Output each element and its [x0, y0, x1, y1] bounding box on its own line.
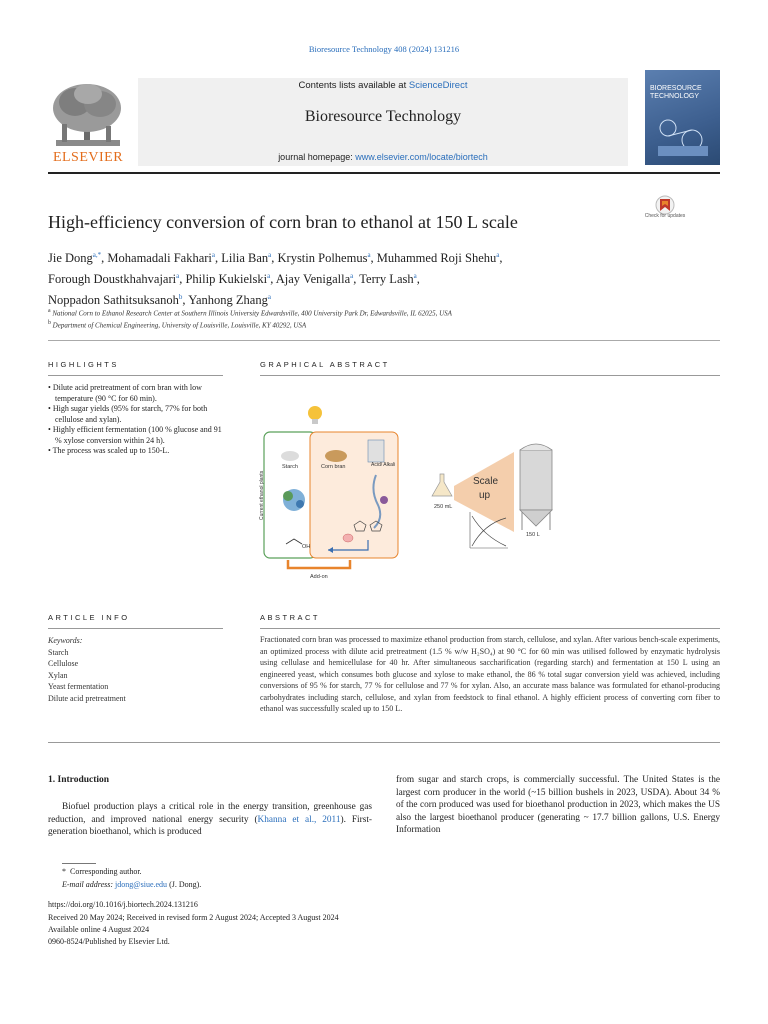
oh-label: OH	[302, 544, 311, 550]
keyword: Xylan	[48, 670, 68, 680]
author[interactable]: Ajay Venigalla$^a$	[275, 272, 354, 287]
highlights-heading: HIGHLIGHTS	[48, 360, 119, 369]
fermenter-tank-icon	[520, 444, 552, 530]
citation-link[interactable]: Khanna et al., 2011	[257, 814, 341, 825]
acid-alkali-label: Acid/ Alkali	[371, 462, 396, 468]
highlights-rule	[48, 375, 223, 376]
author[interactable]: Jie Dong$^{a,*}$	[48, 251, 102, 266]
author-list: Jie Dong$^{a,*}$, Mohamadali Fakhari$^a$, Lilia Ban$^a$, Krystin Polhemus$^a$, Muhammed Roji Shehu$^a$, Forough Doustkhahvajari$^a$, Philip Kukielski$^a$, Ajay Venigalla$^a$, Terry Lash$^a$, Noppadon Sathitsuksanoh$^b$, Yanhong Zhang$^a$	[48, 251, 503, 308]
author[interactable]: Philip Kukielski$^a$	[185, 272, 271, 287]
check-updates-label[interactable]: Check for updates	[644, 213, 686, 219]
highlight-item: • The process was scaled up to 150-L.	[48, 446, 170, 455]
keyword: Dilute acid pretreatment	[48, 693, 126, 703]
check-updates-icon[interactable]	[650, 195, 680, 229]
article-title: High-efficiency conversion of corn bran to ethanol at 150 L scale	[48, 212, 518, 232]
highlight-item: • High sugar yields (95% for starch, 77% for both cellulose and xylan).	[48, 404, 208, 424]
journal-reference[interactable]: Bioresource Technology 408 (2024) 131216	[308, 44, 460, 54]
article-info-rule	[48, 628, 223, 629]
keywords-title: Keywords:	[48, 636, 83, 645]
add-on-arrow	[288, 560, 350, 568]
keyword: Starch	[48, 647, 69, 657]
ethanol-molecule-icon	[286, 539, 302, 544]
corresponding-author-note: * Corresponding author.	[62, 867, 142, 876]
email-note: E-mail address: jdong@siue.edu (J. Dong).	[62, 880, 202, 889]
cover-title	[650, 85, 716, 101]
yeast-cell-icon	[343, 534, 353, 542]
abstract-bottom-rule	[48, 742, 720, 743]
contents-prefix: Contents lists available at	[298, 80, 409, 91]
divider	[48, 340, 720, 341]
starch-pile-icon	[281, 451, 299, 461]
footnote-rule	[62, 863, 96, 864]
header-rule	[48, 172, 720, 174]
graphical-abstract-rule	[260, 375, 720, 376]
keyword: Cellulose	[48, 659, 79, 668]
tank-volume-label: 150 L	[526, 532, 540, 538]
author[interactable]: Noppadon Sathitsuksanoh$^b$	[48, 293, 183, 308]
affiliation-a: $^a$ National Corn to Ethanol Research Center at Southern Illinois University Edwardsville, 400 University Park Dr, Edwardsville, IL 62025, USA	[48, 308, 452, 318]
sciencedirect-link[interactable]: ScienceDirect	[408, 80, 468, 91]
affiliation-b: $^b$ Department of Chemical Engineering, University of Louisville, Louisville, KY 40292, USA	[48, 320, 307, 330]
keywords-block	[48, 635, 223, 704]
homepage-prefix: journal homepage:	[278, 152, 356, 162]
author[interactable]: Mohamadali Fakhari$^a$	[107, 251, 216, 266]
corn-bran-label: Corn bran	[321, 464, 346, 470]
highlight-item: • Highly efficient fermentation (100 % glucose and 91 % xylose conversion within 24 h).	[48, 425, 222, 445]
issn-line: 0960-8524/Published by Elsevier Ltd.	[48, 937, 170, 946]
starch-label: Starch	[282, 464, 298, 470]
doi-link[interactable]: https://doi.org/10.1016/j.biortech.2024.131216	[48, 900, 198, 909]
side-label: Current ethanol plants	[259, 470, 265, 520]
flask-volume-label: 250 mL	[434, 504, 453, 510]
scale-up-label-2: up	[479, 490, 491, 501]
abstract-heading: ABSTRACT	[260, 613, 321, 622]
homepage-line	[138, 152, 628, 162]
lightbulb-icon	[308, 406, 322, 420]
author[interactable]: Yanhong Zhang$^a$	[188, 293, 271, 308]
elsevier-tree-logo	[50, 80, 126, 148]
flask-icon	[432, 474, 452, 496]
corn-bran-box	[310, 432, 398, 558]
contents-line	[138, 80, 628, 91]
journal-name: Bioresource Technology	[304, 108, 462, 125]
author[interactable]: Forough Doustkhahvajari$^a$	[48, 272, 180, 287]
publisher-name: ELSEVIER	[52, 150, 124, 165]
author[interactable]: Terry Lash$^a$	[359, 272, 417, 287]
author[interactable]: Krystin Polhemus$^a$	[277, 251, 371, 266]
add-on-label: Add-on	[310, 574, 328, 580]
highlights-list	[48, 383, 223, 457]
introduction-left-column: Biofuel production plays a critical role in the energy transition, greenhouse gas reduction, and improved national energy security (Khanna et al., 2011). First-generation bioethanol, which is produced	[48, 802, 372, 837]
biomass-structure-icon	[368, 440, 384, 462]
keyword: Yeast fermentation	[48, 682, 109, 691]
article-info-heading: ARTICLE INFO	[48, 613, 130, 622]
cover-artwork	[652, 110, 714, 160]
author[interactable]: Lilia Ban$^a$	[221, 251, 272, 266]
abstract-text: Fractionated corn bran was processed to maximize ethanol production from starch, cellulose, and xylan. After various bench-scale experiments, an optimized process with dilute acid pretreatment (1.5 % w/w H₂SO₄) at 90 °C for 60 min was utilised followed by enzymatic hydrolysis using cellulase and hemicellulase for 40 hr. After simultaneous saccharification (regarding starch) and fermentation at 150 L using an engineered yeast, which consumes both glucose and xylose to make ethanol, the 86 % total sugar conversion yield was achieved, including conversions of 95 % for starch, 77 % for cellulose and 77 % for xylan. Also, an accurate mass balance was formulated for ethanol-producing carbohydrates including starch, cellulose, and xylan from feedstock to final ethanol. A highly efficient process of converting corn fiber to ethanol was successfully scaled up to 150 L.	[260, 635, 720, 713]
received-dates: Received 20 May 2024; Received in revised form 2 August 2024; Accepted 3 August 2024	[48, 913, 339, 922]
author[interactable]: Muhammed Roji Shehu$^a$	[376, 251, 500, 266]
highlight-item: • Dilute acid pretreatment of corn bran with low temperature (90 °C for 60 min).	[48, 383, 202, 403]
abstract-rule	[260, 628, 720, 629]
homepage-link[interactable]: www.elsevier.com/locate/biortech	[355, 152, 488, 162]
graphical-abstract-figure[interactable]	[258, 400, 568, 580]
cover-title-line1: BIORESOURCE	[650, 85, 702, 92]
scale-up-label-1: Scale	[473, 476, 499, 487]
graphical-abstract-heading: GRAPHICAL ABSTRACT	[260, 360, 390, 369]
online-date: Available online 4 August 2024	[48, 925, 150, 934]
introduction-right-column: from sugar and starch crops, is commercially successful. The United States is the largest corn producer in the world (~15 billion bushels in 2023, USDA). About 34 % of the corn produced was used for bioethanol production in 2023, which makes the US also the largest bioethanol producer (generating ~ 17.7 billion gallons, U.S. Energy Information	[396, 775, 720, 835]
introduction-heading: 1. Introduction	[48, 775, 110, 785]
corn-bran-pile-icon	[325, 450, 347, 462]
cover-title-line2: TECHNOLOGY	[650, 93, 700, 100]
email-link[interactable]: jdong@siue.edu	[115, 880, 168, 889]
